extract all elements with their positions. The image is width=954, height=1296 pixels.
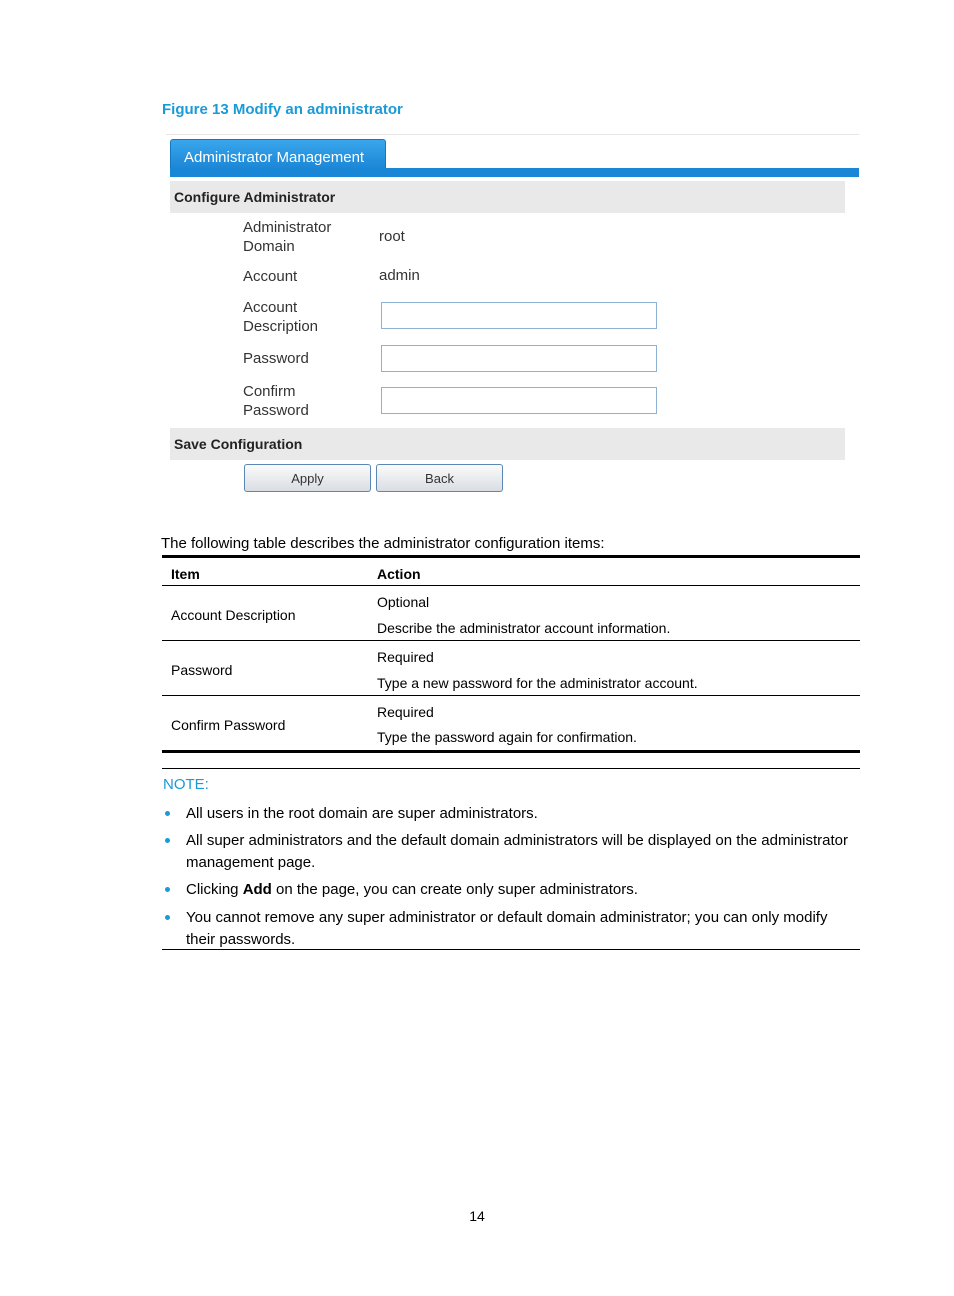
figure-caption: Figure 13 Modify an administrator	[162, 101, 403, 118]
back-button[interactable]: Back	[376, 464, 503, 492]
domain-value: root	[379, 228, 405, 245]
table-cell-item: Account Description	[171, 607, 296, 623]
table-top-rule	[162, 555, 860, 558]
confirm-password-label	[243, 382, 309, 420]
tab-administrator-management[interactable]: Administrator Management	[170, 139, 386, 169]
domain-label-line2: Domain	[243, 238, 295, 255]
apply-button[interactable]: Apply	[244, 464, 371, 492]
note-bullet-3-bold: Add	[242, 881, 272, 898]
note-bottom-rule	[162, 949, 860, 950]
description-input[interactable]	[381, 302, 657, 329]
table-cell-action: Required	[377, 704, 434, 720]
figure-top-divider	[166, 134, 859, 135]
note-bullet-4: You cannot remove any super administrator or default domain administrator; you can only modify their passwords.	[186, 909, 828, 948]
account-label: Account	[243, 268, 298, 285]
note-bullet-3-pre: Clicking	[186, 881, 243, 898]
confirm-label-line2: Password	[243, 402, 309, 419]
note-title: NOTE:	[163, 776, 209, 793]
section-header-save: Save Configuration	[170, 428, 845, 460]
table-header-rule	[162, 585, 860, 586]
table-cell-action: Optional	[377, 594, 430, 610]
description-label-line2: Description	[243, 318, 319, 335]
description-label-line1: Account	[243, 299, 298, 316]
tab-bar	[170, 168, 859, 177]
confirm-password-input[interactable]	[381, 387, 657, 414]
bullet-icon	[165, 915, 170, 920]
table-cell-action: Describe the administrator account information.	[377, 620, 671, 636]
table-cell-action: Type a new password for the administrator account.	[377, 675, 698, 691]
table-bottom-rule	[162, 750, 860, 753]
page-number: 14	[469, 1208, 485, 1224]
bullet-icon	[165, 838, 170, 843]
table-row-rule	[162, 640, 860, 641]
table-cell-action: Type the password again for confirmation.	[377, 729, 637, 745]
domain-label	[243, 218, 331, 256]
password-label: Password	[243, 350, 309, 367]
note-bullet-2: All super administrators and the default domain administrators will be displayed on the administrator management page.	[186, 832, 848, 871]
bullet-icon	[165, 887, 170, 892]
note-bullet-3	[186, 879, 860, 901]
account-value: admin	[379, 267, 420, 284]
table-cell-item: Confirm Password	[171, 717, 286, 733]
domain-label-line1: Administrator	[243, 219, 332, 236]
description-label	[243, 298, 318, 336]
table-header-action: Action	[377, 566, 421, 582]
section-header-configure: Configure Administrator	[170, 181, 845, 213]
note-top-rule	[162, 768, 860, 769]
note-bullet-1: All users in the root domain are super administrators.	[186, 805, 538, 822]
table-row-rule	[162, 695, 860, 696]
confirm-label-line1: Confirm	[243, 383, 296, 400]
table-cell-item: Password	[171, 662, 233, 678]
table-cell-action: Required	[377, 649, 434, 665]
password-input[interactable]	[381, 345, 657, 372]
table-intro-text: The following table describes the administrator configuration items:	[161, 535, 605, 552]
table-header-item: Item	[171, 566, 200, 582]
note-bullet-3-post: on the page, you can create only super administrators.	[271, 881, 638, 898]
bullet-icon	[165, 811, 170, 816]
